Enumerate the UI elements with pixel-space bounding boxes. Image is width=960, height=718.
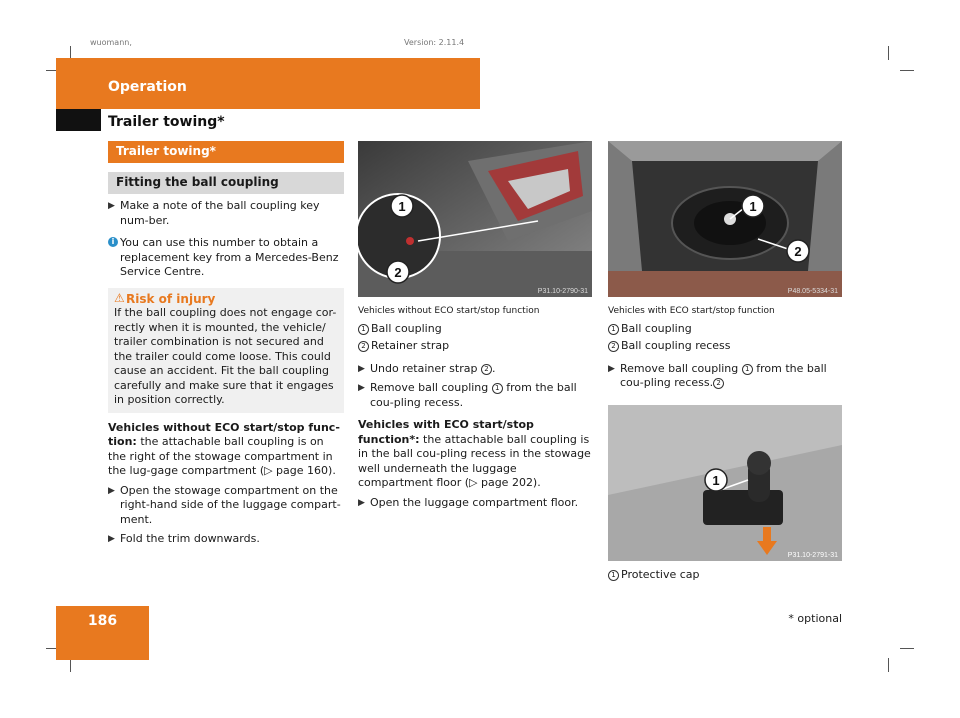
photo-stowage-compartment	[358, 141, 592, 297]
paragraph-with-eco	[358, 418, 594, 491]
left-column	[108, 141, 344, 547]
number-marker: 2	[608, 341, 619, 352]
callout-1: 1	[712, 472, 720, 488]
step-undo-strap	[358, 362, 594, 377]
legend-text: Protective cap	[621, 567, 700, 581]
middle-column	[358, 141, 594, 510]
print-meta-right: Version: 2.11.4	[404, 38, 465, 47]
arrow-right-icon: ▶	[358, 383, 365, 393]
step-note-key	[108, 199, 344, 228]
callout-1: 1	[398, 199, 406, 214]
number-marker: 1	[492, 383, 503, 394]
photo-code: P31.10-2791-31	[787, 551, 838, 559]
legend-text: Ball coupling	[371, 321, 442, 335]
arrow-right-icon: ▶	[108, 485, 115, 496]
step-text-end: .	[491, 361, 496, 375]
photo-code: P48.05-5334-31	[787, 288, 838, 295]
header-black-tab	[56, 109, 101, 131]
legend-item-protective-cap	[608, 568, 844, 583]
callout-1: 1	[749, 199, 757, 214]
arrow-right-icon: ▶	[358, 363, 365, 374]
crop-mark	[888, 658, 889, 672]
photo-code: P31.10-2790-31	[537, 288, 588, 295]
step-open-stowage	[108, 484, 344, 528]
number-marker: 2	[358, 341, 369, 352]
optional-footnote: * optional	[788, 612, 842, 625]
subsection-bar: Fitting the ball coupling	[108, 172, 344, 194]
arrow-right-icon: ▶	[608, 363, 615, 374]
step-remove-coupling-eco	[608, 362, 844, 391]
step-text: Undo retainer strap	[370, 361, 481, 375]
crop-mark	[888, 46, 889, 60]
legend-text: Ball coupling	[621, 321, 692, 335]
section-title: Trailer towing*	[108, 114, 225, 130]
legend-item-1	[608, 322, 844, 337]
legend-text: Ball coupling recess	[621, 339, 731, 352]
legend-item-2	[358, 339, 594, 354]
warning-box	[108, 288, 344, 413]
number-marker: 1	[608, 324, 619, 335]
arrow-right-icon: ▶	[108, 534, 115, 544]
paragraph-without-eco	[108, 421, 344, 479]
info-icon: i	[108, 237, 118, 247]
number-marker: 1	[742, 364, 753, 375]
page-number: 186	[56, 606, 149, 660]
step-text-end: from the ball cou-pling recess.	[370, 381, 577, 409]
number-marker: 2	[713, 378, 724, 389]
legend-item-1	[358, 322, 594, 337]
arrow-right-icon: ▶	[108, 201, 115, 211]
number-marker: 2	[481, 364, 492, 375]
step-text: Remove ball coupling	[620, 361, 742, 375]
print-meta-left: wuomann,	[90, 38, 132, 47]
info-text: You can use this number to obtain a replacement key from a Mercedes-Benz Service Centre.	[120, 236, 339, 278]
crop-mark	[70, 658, 71, 672]
photo-protective-cap	[608, 405, 842, 561]
warning-text: If the ball coupling does not engage cor-rectly when it is mounted, the vehicle/ trailer combination is not secured and the trailer could come loose. This could cause an accident. Fit the ball coupling carefully and make sure that it engages in position correctly.	[114, 306, 337, 406]
right-column	[608, 141, 844, 582]
section-bar: Trailer towing*	[108, 141, 344, 163]
info-note	[108, 236, 344, 280]
chapter-title: Operation	[108, 79, 187, 95]
warning-title: Risk of injury	[126, 291, 216, 306]
callout-2: 2	[794, 244, 802, 259]
crop-mark	[900, 648, 914, 649]
step-fold-trim	[108, 532, 344, 547]
step-text-end: from the ball cou-pling recess.	[620, 361, 827, 389]
legend-text: Retainer strap	[371, 339, 450, 352]
photo-stowage-well	[608, 141, 842, 297]
step-text: Make a note of the ball coupling key num-ber.	[120, 199, 320, 227]
warning-heading	[114, 292, 338, 307]
warning-triangle-icon: ⚠	[114, 290, 125, 305]
paragraph-body: the attachable ball coupling is on the right of the stowage compartment in the lug-gage compartment (▷ page 160).	[108, 435, 336, 477]
step-open-floor	[358, 496, 594, 511]
paragraph-bold-lead: Vehicles without ECO start/stop func-tion:	[108, 420, 340, 448]
callout-2: 2	[394, 265, 402, 280]
number-marker: 1	[608, 570, 619, 581]
legend-item-2	[608, 339, 844, 354]
crop-mark	[900, 70, 914, 71]
step-text: Fold the trim downwards.	[120, 532, 260, 545]
step-remove-coupling	[358, 381, 594, 410]
step-text: Remove ball coupling	[370, 381, 492, 394]
paragraph-bold-lead: Vehicles with ECO start/stop function*:	[358, 418, 534, 446]
number-marker: 1	[358, 324, 369, 335]
photo-caption: Vehicles without ECO start/stop function	[358, 306, 540, 316]
arrow-right-icon: ▶	[358, 497, 365, 508]
step-text: Open the luggage compartment floor.	[370, 495, 579, 509]
paragraph-body: the attachable ball coupling is in the ball cou-pling recess in the stowage well underneath the luggage compartment floor (▷ page 202).	[358, 432, 591, 489]
photo-caption: Vehicles with ECO start/stop function	[608, 306, 775, 316]
step-text: Open the stowage compartment on the right-hand side of the luggage compart-ment.	[120, 483, 341, 526]
